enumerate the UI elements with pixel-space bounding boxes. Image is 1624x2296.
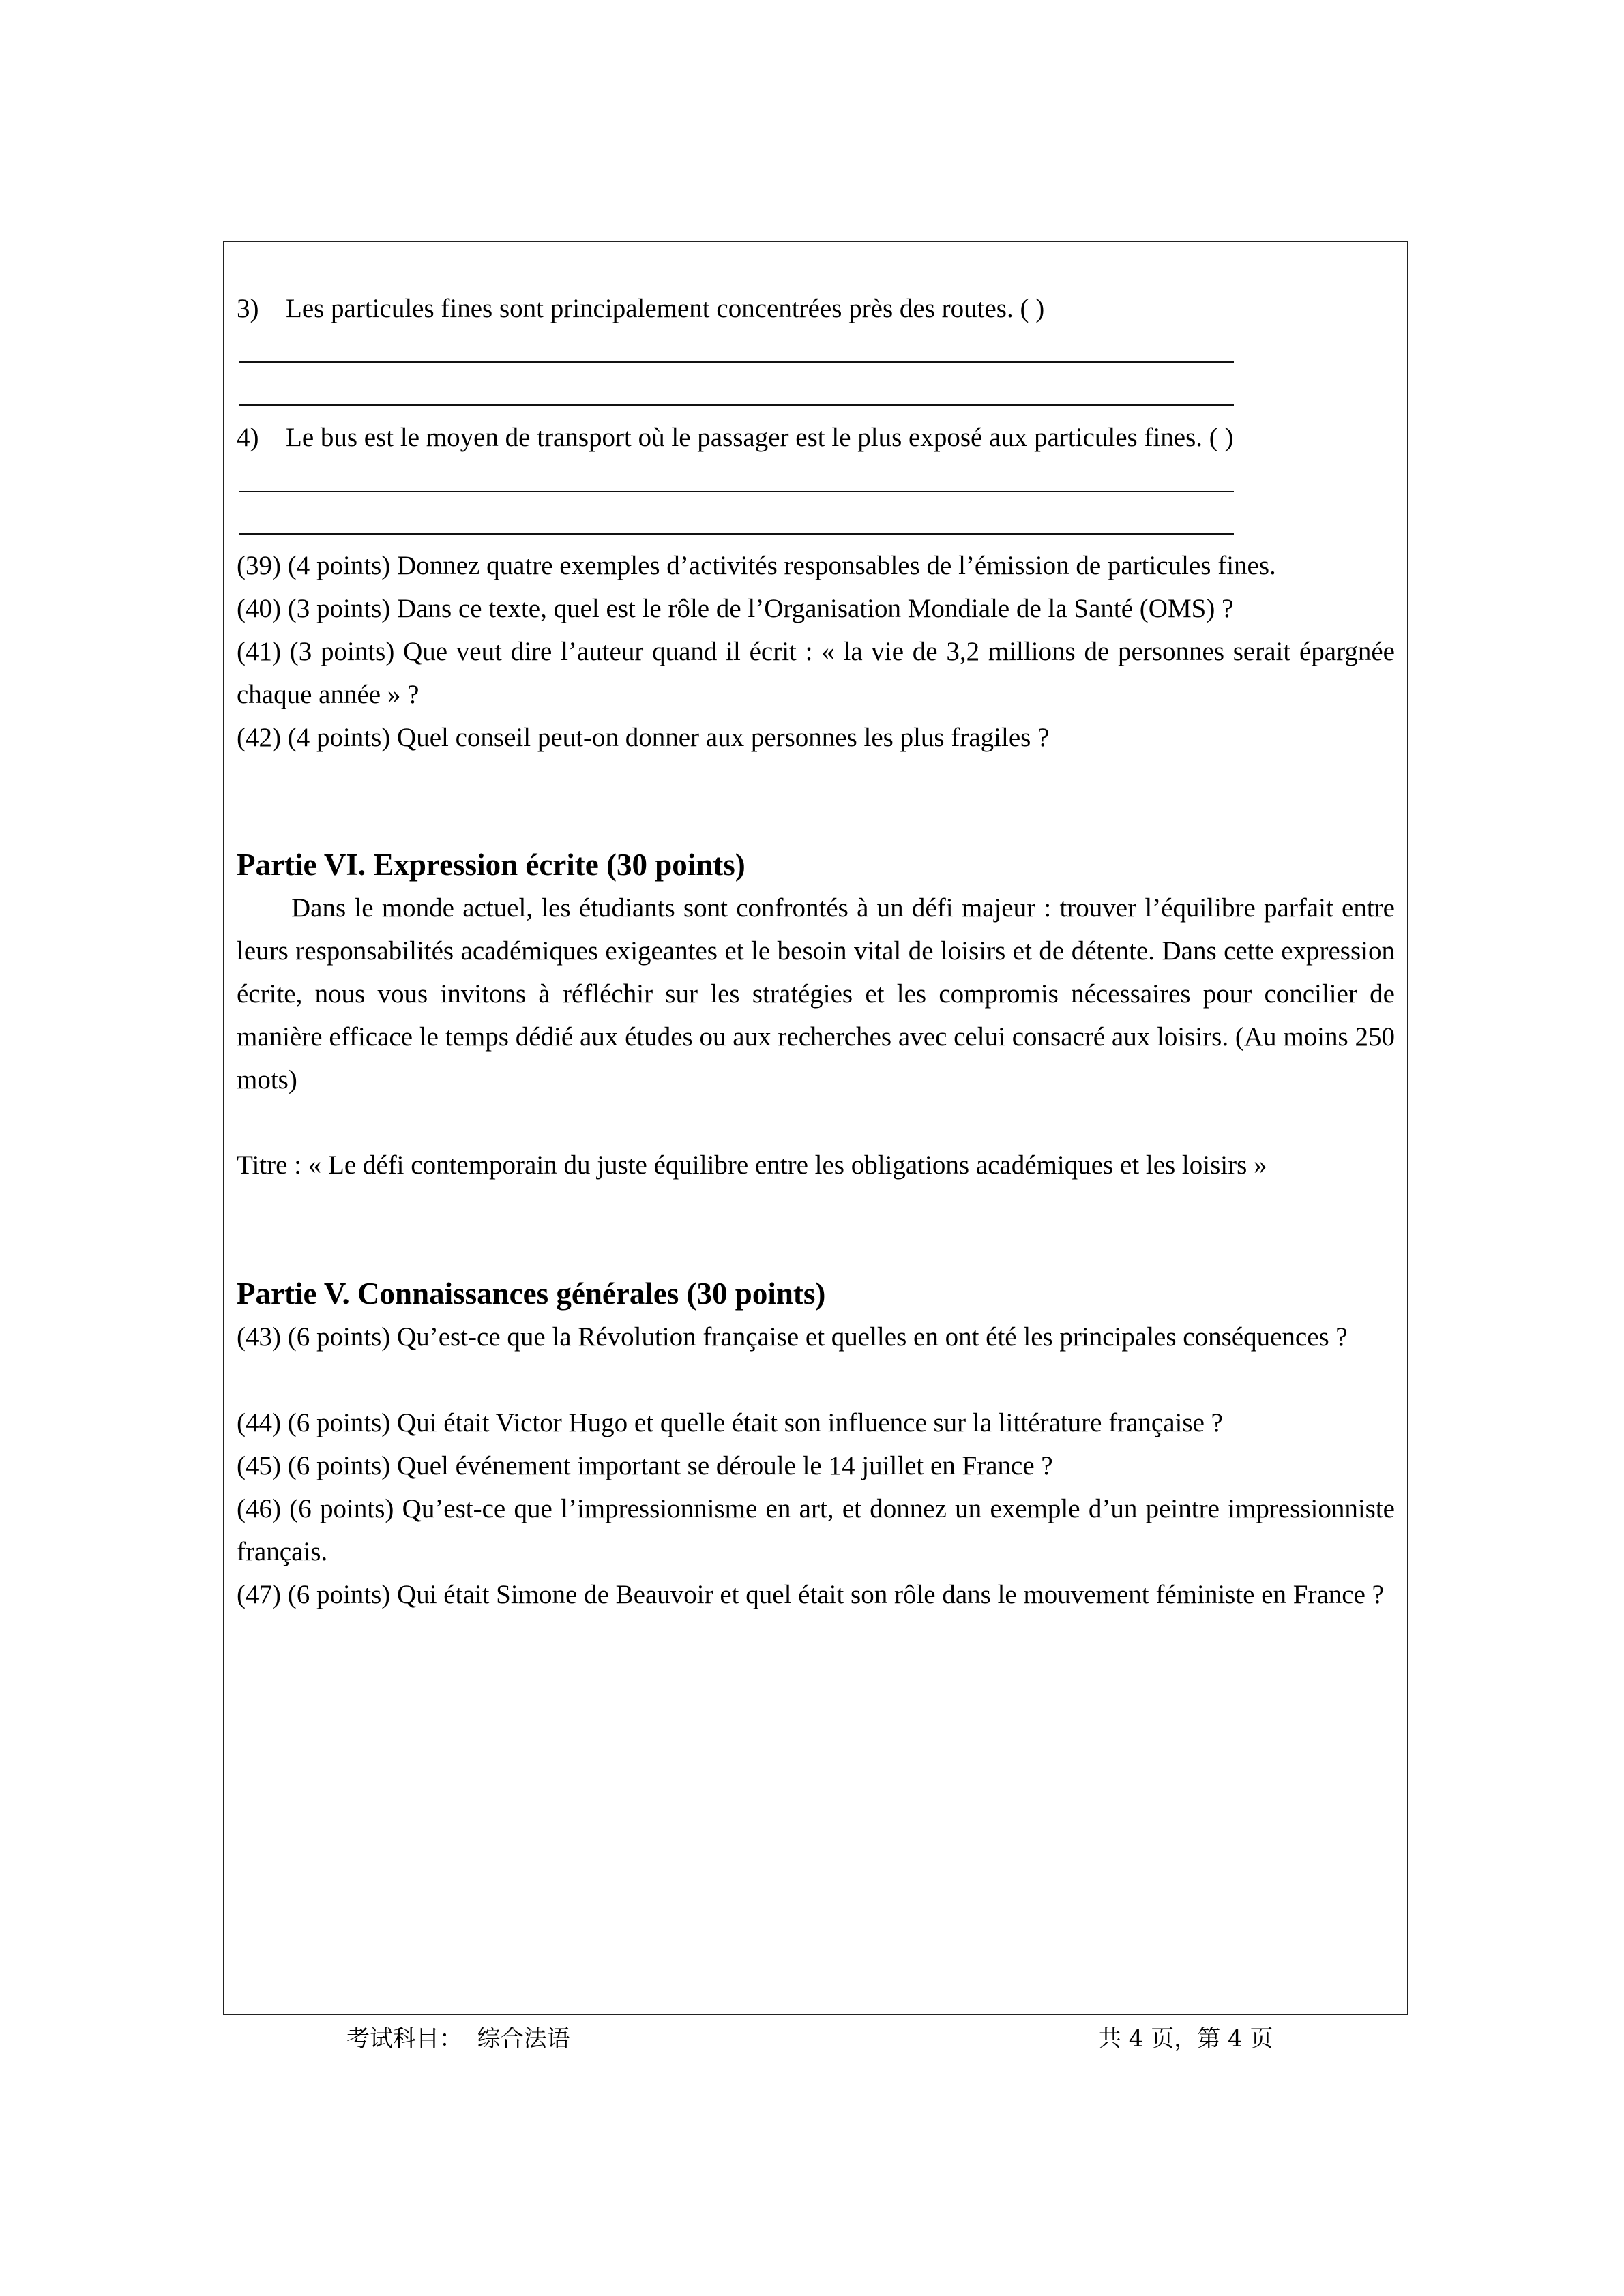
exam-frame [223,241,1408,2015]
question-40: (40) (3 points) Dans ce texte, quel est le rôle de l’Organisation Mondiale de la Santé (OMS) ? [237,594,1234,623]
question-39: (39) (4 points) Donnez quatre exemples d’activités responsables de l’émission de particules fines. [237,551,1276,580]
question-42: (42) (4 points) Quel conseil peut-on donner aux personnes les plus fragiles ? [237,723,1050,752]
item-number: 4) [237,423,259,452]
question-41: (41) (3 points) Que veut dire l’auteur quand il écrit : « la vie de 3,2 millions de personnes serait épargnée chaque année » ? [237,637,1395,709]
answer-line[interactable] [239,533,1234,535]
item-number: 3) [237,294,259,323]
true-false-item-4 [237,416,1395,459]
part5-heading: Partie V. Connaissances générales (30 points) [237,1277,826,1311]
question-45: (45) (6 points) Quel événement important se déroule le 14 juillet en France ? [237,1451,1053,1480]
question-44: (44) (6 points) Qui était Victor Hugo et quelle était son influence sur la littérature française ? [237,1408,1223,1437]
question-47: (47) (6 points) Qui était Simone de Beauvoir et quel était son rôle dans le mouvement féministe en France ? [237,1580,1384,1609]
true-false-item-3 [237,287,1395,330]
part6-heading: Partie VI. Expression écrite (30 points) [237,848,745,882]
answer-line[interactable] [239,404,1234,406]
part6-prompt: Dans le monde actuel, les étudiants sont confrontés à un défi majeur : trouver l’équilibre parfait entre leurs responsabilités académiques exigeantes et le besoin vital de loisirs et de détente. Dans cette expression écrite, nous vous invitons à réfléchir sur les stratégies et les compromis nécessaires pour concilier de manière efficace le temps dédié aux études ou aux recherches avec celui consacré aux loisirs. (Au moins 250 mots) [237,893,1395,1094]
answer-line[interactable] [239,361,1234,363]
footer-page-count: 共 4 页，第 4 页 [1098,2025,1273,2053]
answer-line[interactable] [239,491,1234,492]
item-text: Le bus est le moyen de transport où le passager est le plus exposé aux particules fines. ( ) [286,423,1234,452]
question-46: (46) (6 points) Qu’est-ce que l’impressionnisme en art, et donnez un exemple d’un peintre impressionniste français. [237,1494,1395,1566]
item-text: Les particules fines sont principalement concentrées près des routes. ( ) [286,294,1045,323]
essay-title: Titre : « Le défi contemporain du juste équilibre entre les obligations académiques et les loisirs » [237,1150,1267,1180]
question-43: (43) (6 points) Qu’est-ce que la Révolution française et quelles en ont été les principales conséquences ? [237,1322,1348,1352]
footer-subject: 考试科目： 综合法语 [346,2025,570,2053]
